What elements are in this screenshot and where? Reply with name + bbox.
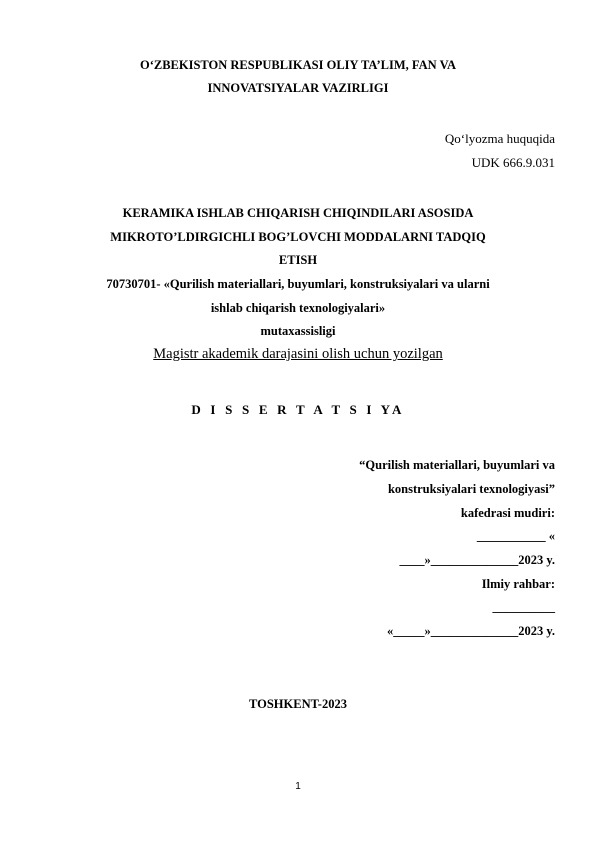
title-line-2: MIKROTO’LDIRGICHLI BOG’LOVCHI MODDALARNI TADQIQ: [110, 230, 486, 244]
document-type: D I S S E R T A T S I YA: [191, 402, 405, 417]
page-number: 1: [295, 781, 301, 792]
department-line-2: konstruksiyalari texnologiyasi”: [387, 482, 555, 496]
udk-code: UDK 666.9.031: [471, 155, 555, 170]
title-line-1: KERAMIKA ISHLAB CHIQARISH CHIQINDILARI ASOSIDA: [122, 206, 474, 220]
head-signature-line: ___________ «: [476, 529, 555, 543]
head-date-line: ____»______________2023 y.: [399, 553, 555, 567]
ministry-line-1: O‘ZBEKISTON RESPUBLIKASI OLIY TA’LIM, FAN VA: [139, 58, 457, 72]
title-line-3: ETISH: [278, 253, 318, 267]
specialty-line-3: mutaxassisligi: [260, 324, 336, 338]
supervisor-signature-line: __________: [492, 600, 555, 614]
ministry-line-2: INNOVATSIYALAR VAZIRLIGI: [207, 81, 389, 95]
supervisor-label: Ilmiy rahbar:: [481, 577, 555, 591]
specialty-line-1: 70730701- «Qurilish materiallari, buyumlari, konstruksiyalari va ularni: [106, 277, 490, 291]
specialty-line-2: ishlab chiqarish texnologiyalari»: [210, 301, 386, 315]
manuscript-rights: Qo‘lyozma huquqida: [444, 131, 555, 146]
department-line-1: “Qurilish materiallari, buyumlari va: [359, 458, 555, 472]
city-year: TOSHKENT-2023: [249, 697, 347, 711]
degree-line: [0, 346, 596, 363]
degree-text: Magistr akademik darajasini olish uchun yozilgan: [153, 346, 443, 362]
supervisor-date-line: «_____»______________2023 y.: [386, 624, 555, 638]
head-of-department-label: kafedrasi mudiri:: [460, 506, 555, 520]
